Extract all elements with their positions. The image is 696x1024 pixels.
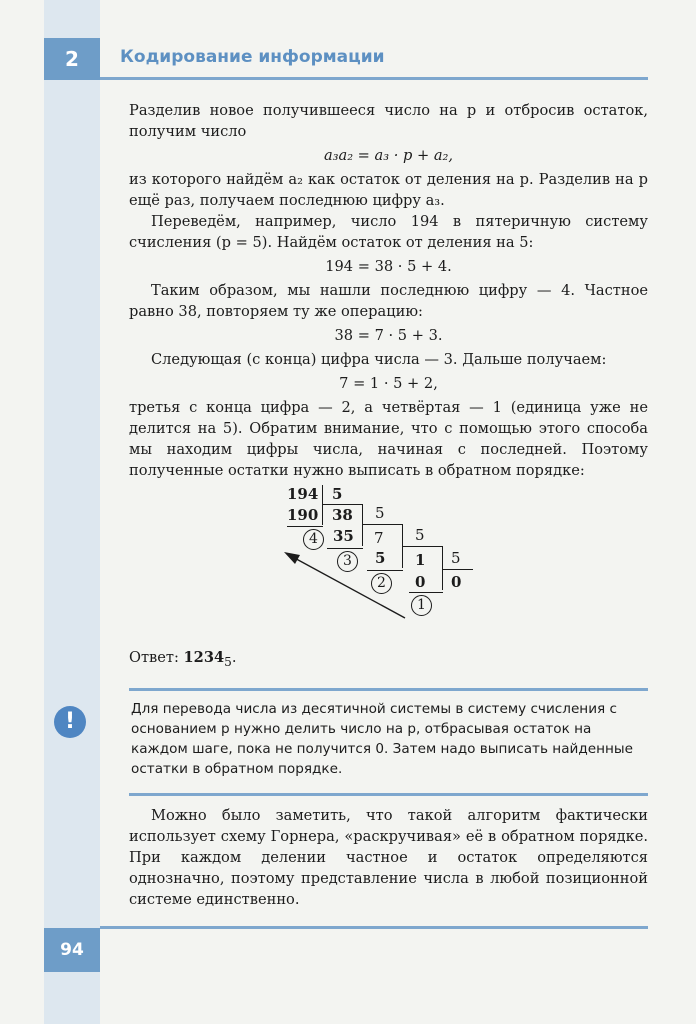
paragraph: Следующая (с конца) цифра числа — 3. Дальше получаем: xyxy=(151,351,607,368)
paragraph: Переведём, например, число 194 в пятеричную систему счисления (p = 5). Найдём остаток от деления на 5: xyxy=(129,213,648,251)
header-rule xyxy=(100,77,648,80)
main-text xyxy=(129,100,648,673)
divisor: 5 xyxy=(451,549,461,567)
paragraph: третья с конца цифра — 2, а четвёртая — 1 (единица уже не делится на 5). Обратим внимание, что с помощью этого способа мы находим цифры числа, начиная с последней. Поэтому полученные остатки нужно выписать в обратном порядке: xyxy=(129,399,648,479)
page-number: 94 xyxy=(44,928,100,972)
read-order-arrow xyxy=(129,485,648,647)
chapter-number: 2 xyxy=(44,38,100,80)
remainder-circle: 4 xyxy=(303,529,324,550)
dividend: 194 xyxy=(287,485,319,503)
exclamation-icon: ! xyxy=(54,706,86,738)
left-margin-band xyxy=(44,0,100,1024)
long-division-diagram xyxy=(129,485,648,647)
quotient: 1 xyxy=(415,551,426,569)
answer-base: 5 xyxy=(224,654,232,669)
subtrahend: 35 xyxy=(333,527,354,545)
answer-label: Ответ: xyxy=(129,649,179,666)
quotient: 0 xyxy=(451,573,462,591)
footer-rule xyxy=(100,926,648,929)
formula: 38 = 7 · 5 + 3. xyxy=(334,327,443,344)
remainder-circle: 3 xyxy=(337,551,358,572)
paragraph: из которого найдём a₂ как остаток от деления на p. Разделив на p ещё раз, получаем последнюю цифру a₃. xyxy=(129,171,648,209)
remainder-circle: 2 xyxy=(371,573,392,594)
formula: 194 = 38 · 5 + 4. xyxy=(325,258,452,275)
paragraph: Можно было заметить, что такой алгоритм фактически использует схему Горнера, «раскручивая» её в обратном порядке. При каждом делении частное и остаток определяются однозначно, поэтому представление числа в любой позиционной системе единственно. xyxy=(129,807,648,908)
subtrahend: 5 xyxy=(375,549,386,567)
answer-line: Ответ: $1234_5$. xyxy=(129,649,237,669)
quotient: 38 xyxy=(332,506,353,524)
paragraph: Разделив новое получившееся число на p и отбросив остаток, получим число xyxy=(129,102,648,140)
paragraph: Таким образом, мы нашли последнюю цифру — 4. Частное равно 38, повторяем ту же операцию: xyxy=(129,282,648,320)
closing-text xyxy=(129,805,648,910)
rule-box xyxy=(129,688,648,796)
divisor: 5 xyxy=(375,504,385,522)
divisor: 5 xyxy=(332,485,343,503)
chapter-title: Кодирование информации xyxy=(120,47,385,67)
rule-text: Для перевода числа из десятичной системы в систему счисления с основанием p нужно делить число на p, отбрасывая остаток на каждом шаге, пока не получится 0. Затем надо выписать найденные остатки в обратном порядке. xyxy=(131,701,633,777)
subtrahend: 190 xyxy=(287,506,319,524)
formula: 7 = 1 · 5 + 2, xyxy=(339,375,438,392)
divisor: 5 xyxy=(415,526,425,544)
remainder-circle: 1 xyxy=(411,595,432,616)
answer-value: 1234 xyxy=(183,649,225,666)
formula: a₃a₂ = a₃ · p + a₂, xyxy=(323,147,454,164)
quotient: 7 xyxy=(374,529,384,547)
subtrahend: 0 xyxy=(415,573,426,591)
